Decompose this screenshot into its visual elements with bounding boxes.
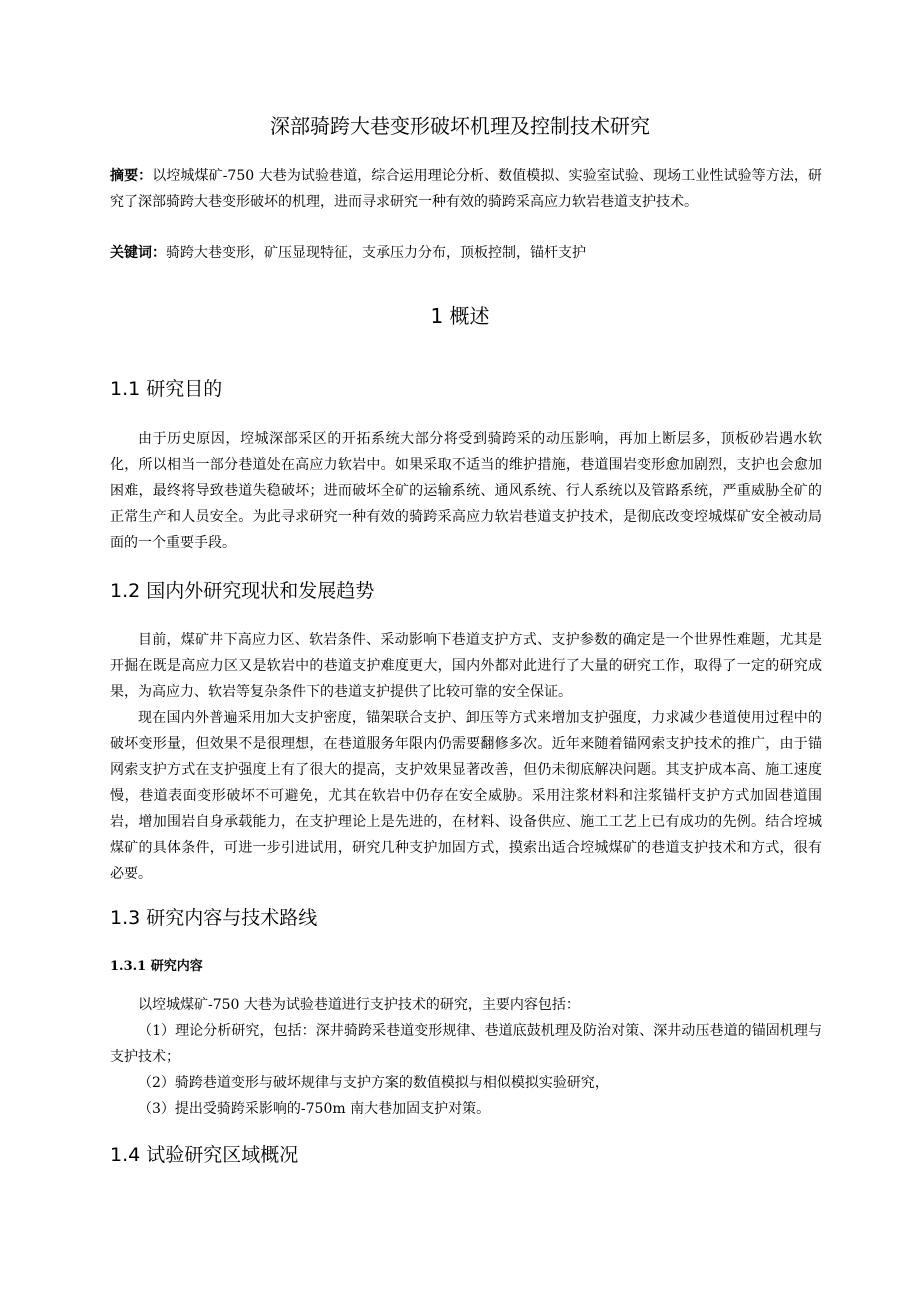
section-1-1-heading: 1.1 研究目的	[110, 378, 223, 400]
section-1-3-heading: 1.3 研究内容与技术路线	[110, 907, 318, 929]
section-1-1-paragraph: 由于历史原因，埪城深部采区的开拓系统大部分将受到骑跨采的动压影响，再加上断层多，顶板砂岩遇水软化，所以相当一部分巷道处在高应力软岩中。如果采取不适当的维护措施，巷道围岩变形愈加剧烈，支护也会愈加困难，最终将导致巷道失稳破坏；进而破坏全矿的运输系统、通风系统、行人系统以及管路系统，严重威胁全矿的正常生产和人员安全。为此寻求研究一种有效的骑跨采高应力软岩巷道支护技术，是彻底改变埪城煤矿安全被动局面的一个重要手段。	[110, 431, 822, 551]
keywords-label: 关键词：	[110, 245, 166, 261]
section-1-heading: 1 概述	[430, 304, 490, 328]
section-1-4-heading: 1.4 试验研究区域概况	[110, 1144, 299, 1166]
section-1-3-1-intro: 以埪城煤矿-750 大巷为试验巷道进行支护技术的研究，主要内容包括：	[138, 997, 580, 1013]
keywords-text: 骑跨大巷变形，矿压显现特征，支承压力分布，顶板控制，锚杆支护	[166, 245, 586, 261]
section-1-3-1-heading: 1.3.1 研究内容	[110, 959, 203, 974]
abstract	[110, 163, 822, 215]
section-1-2-paragraph-2: 现在国内外普遍采用加大支护密度，锚架联合支护、卸压等方式来增加支护强度，力求减少巷道使用过程中的破坏变形量，但效果不是很理想，在巷道服务年限内仍需要翻修多次。近年来随着锚网索支护技术的推广，由于锚网索支护方式在支护强度上有了很大的提高，支护效果显著改善，但仍未彻底解决问题。其支护成本高、施工速度慢，巷道表面变形破坏不可避免，尤其在软岩中仍存在安全威胁。采用注浆材料和注浆锚杆支护方式加固巷道围岩，增加围岩自身承载能力，在支护理论上是先进的，在材料、设备供应、施工工艺上已有成功的先例。结合埪城煤矿的具体条件，可进一步引进试用，研究几种支护加固方式，摸索出适合埪城煤矿的巷道支护技术和方式，很有必要。	[110, 710, 822, 882]
keywords	[110, 240, 822, 266]
abstract-text: 以埪城煤矿-750 大巷为试验巷道，综合运用理论分析、数值模拟、实验室试验、现场工业性试验等方法，研究了深部骑跨大巷变形破坏的机理，进而寻求研究一种有效的骑跨采高应力软岩巷道支护技术。	[110, 168, 823, 210]
research-item-3: （3）提出受骑跨采影响的-750m 南大巷加固支护对策。	[138, 1101, 491, 1117]
research-item-2: （2）骑跨巷道变形与破坏规律与支护方案的数值模拟与相似模拟实验研究，	[138, 1075, 609, 1091]
section-1-2-heading: 1.2 国内外研究现状和发展趋势	[110, 580, 375, 602]
abstract-label: 摘要：	[110, 168, 153, 184]
paper-title: 深部骑跨大巷变形破坏机理及控制技术研究	[270, 114, 650, 138]
section-1-2-paragraph-1: 目前，煤矿井下高应力区、软岩条件、采动影响下巷道支护方式、支护参数的确定是一个世界性难题，尤其是开掘在既是高应力区又是软岩中的巷道支护难度更大，国内外都对此进行了大量的研究工作，取得了一定的研究成果，为高应力、软岩等复杂条件下的巷道支护提供了比较可靠的安全保证。	[110, 632, 822, 700]
research-item-1: （1）理论分析研究，包括：深井骑跨采巷道变形规律、巷道底鼓机理及防治对策、深井动压巷道的锚固机理与支护技术；	[110, 1023, 822, 1065]
